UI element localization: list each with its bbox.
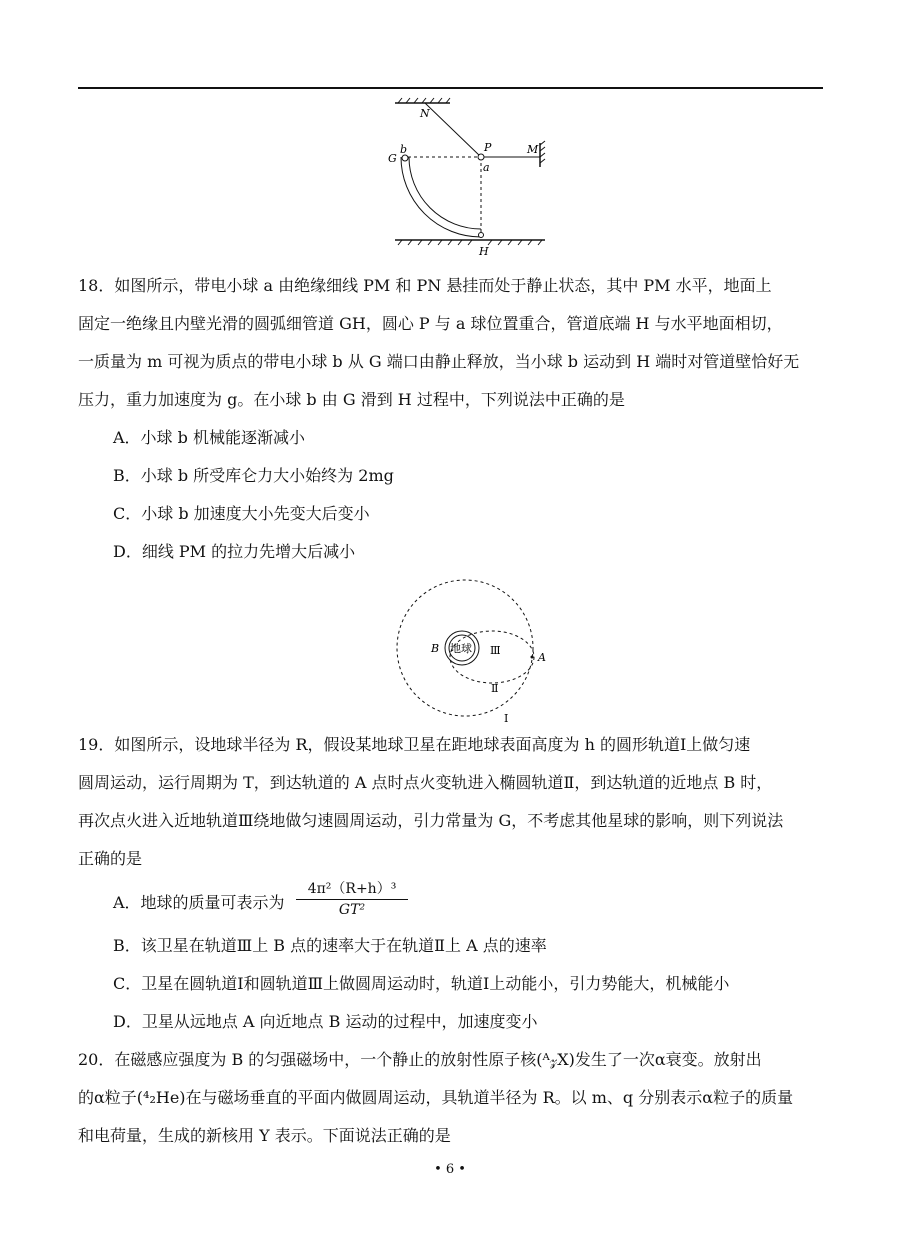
label-earth: 地球 bbox=[450, 642, 472, 655]
label-orbit-3: Ⅲ bbox=[490, 644, 501, 657]
q18-option-c: C．小球 b 加速度大小先变大后变小 bbox=[113, 504, 370, 523]
figure-18-diagram bbox=[380, 95, 560, 260]
q19-line-3: 再次点火进入近地轨道Ⅲ绕地做匀速圆周运动，引力常量为 G，不考虑其他星球的影响，则下列说法 bbox=[78, 811, 784, 830]
label-G: G bbox=[388, 152, 397, 165]
q19-line-4: 正确的是 bbox=[78, 849, 143, 868]
label-b: b bbox=[400, 143, 408, 156]
q18-line-2: 固定一绝缘且内壁光滑的圆弧细管道 GH，圆心 P 与 a 球位置重合，管道底端 H 与水平地面相切， bbox=[78, 314, 783, 333]
q18-line-3: 一质量为 m 可视为质点的带电小球 b 从 G 端口由静止释放，当小球 b 运动到 H 端时对管道壁恰好无 bbox=[78, 352, 800, 371]
q19-line-2: 圆周运动，运行周期为 T，到达轨道的 A 点时点火变轨进入椭圆轨道Ⅱ，到达轨道的近地点 B 时， bbox=[78, 773, 773, 792]
label-P: P bbox=[484, 141, 492, 154]
q20-line-3: 和电荷量，生成的新核用 Y 表示。下面说法正确的是 bbox=[78, 1126, 451, 1145]
label-H: H bbox=[479, 245, 489, 258]
fraction-numerator: 4π²（R+h）³ bbox=[296, 878, 408, 900]
label-A: A bbox=[538, 651, 546, 664]
q18-option-d: D．细线 PM 的拉力先增大后减小 bbox=[113, 542, 356, 561]
q18-line-4: 压力，重力加速度为 g。在小球 b 由 G 滑到 H 过程中，下列说法中正确的是 bbox=[78, 390, 625, 409]
figure-19-orbit-diagram bbox=[380, 578, 560, 728]
label-B: B bbox=[431, 642, 440, 655]
q19-line-1: 19．如图所示，设地球半径为 R，假设某地球卫星在距地球表面高度为 h 的圆形轨道Ⅰ上做匀速 bbox=[78, 735, 751, 754]
label-M: M bbox=[527, 143, 539, 156]
q19-option-a-fraction bbox=[296, 878, 408, 918]
q18-option-b: B．小球 b 所受库仑力大小始终为 2mg bbox=[113, 466, 394, 485]
fraction-denominator: GT² bbox=[338, 902, 366, 918]
page-number: • 6 • bbox=[434, 1162, 466, 1177]
q19-option-d: D．卫星从远地点 A 向近地点 B 运动的过程中，加速度变小 bbox=[113, 1012, 538, 1031]
q20-line-2: 的α粒子(⁴₂He)在与磁场垂直的平面内做圆周运动，具轨道半径为 R。以 m、q 分别表示α粒子的质量 bbox=[78, 1088, 794, 1107]
q18-line-1: 18．如图所示，带电小球 a 由绝缘细线 PM 和 PN 悬挂而处于静止状态，其中 PM 水平，地面上 bbox=[78, 276, 772, 295]
q18-option-a: A．小球 b 机械能逐渐减小 bbox=[113, 428, 305, 447]
label-orbit-2: Ⅱ bbox=[491, 682, 499, 695]
q19-option-b: B．该卫星在轨道Ⅲ上 B 点的速率大于在轨道Ⅱ上 A 点的速率 bbox=[113, 936, 547, 955]
label-orbit-1: I bbox=[504, 712, 509, 725]
header-rule bbox=[78, 87, 823, 89]
q19-option-a: A．地球的质量可表示为 bbox=[113, 893, 285, 912]
q19-option-c: C．卫星在圆轨道Ⅰ和圆轨道Ⅲ上做圆周运动时，轨道Ⅰ上动能小，引力势能大，机械能小 bbox=[113, 974, 730, 993]
label-a: a bbox=[483, 161, 490, 174]
q20-line-1: 20．在磁感应强度为 B 的匀强磁场中，一个静止的放射性原子核(ᴬ𝓏X)发生了一次α衰变。放射出 bbox=[78, 1050, 762, 1069]
label-N: N bbox=[420, 107, 430, 120]
